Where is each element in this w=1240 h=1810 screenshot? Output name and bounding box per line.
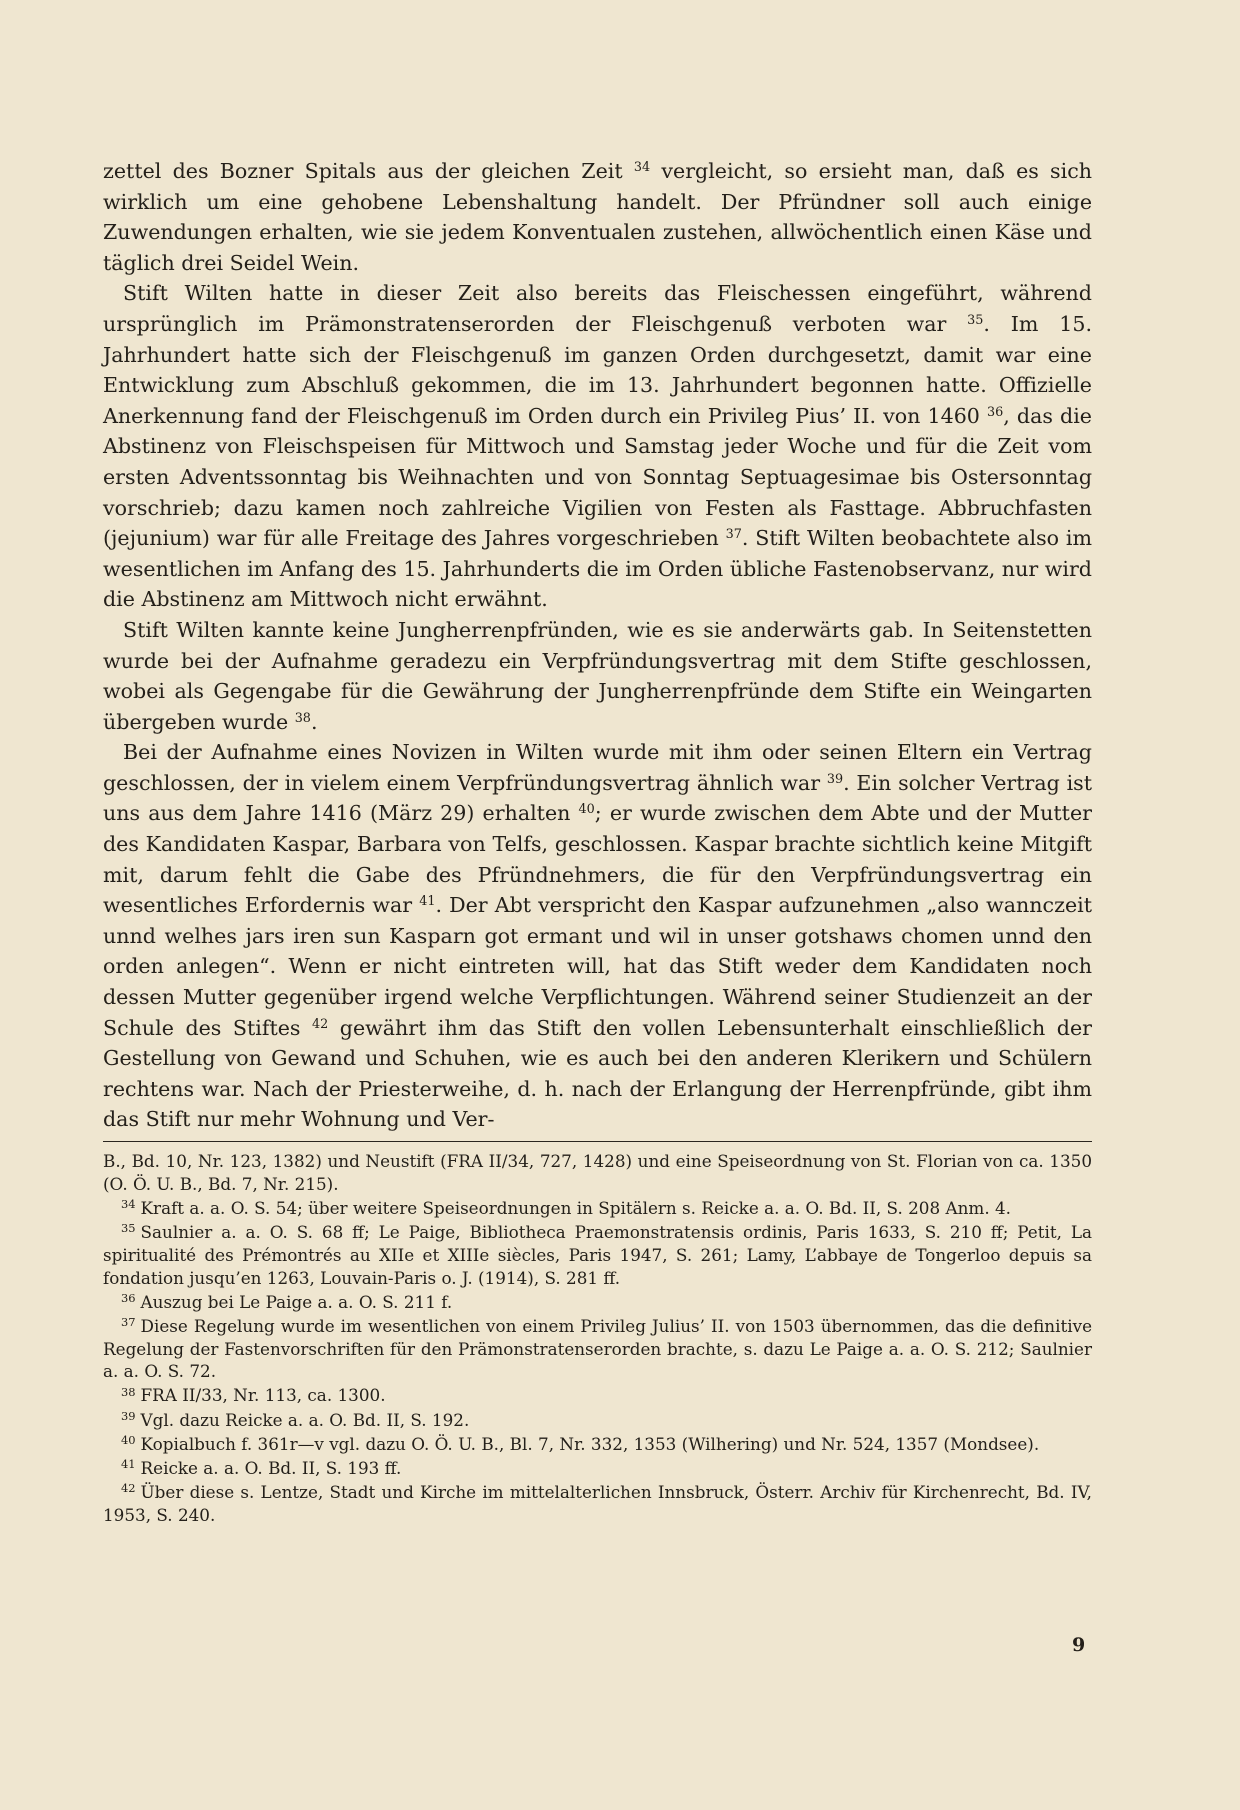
footnote-reference: 38	[294, 710, 311, 726]
paragraph-text: , das die Abstinenz von Fleischspeisen für Mittwoch und Samstag jeder Woche und für die Zeit vom ersten Adventssonntag bis Weihnachten und von Sonntag Septuagesimae bis Ostersonntag vorschrieb; dazu kamen noch zahlreiche Vigilien von Festen als Fasttage. Abbruchfasten (jejunium) war für alle Freitage des Jahres vorgeschrieben	[103, 403, 1092, 551]
paragraph-text: . Ein solcher Vertrag ist uns aus dem Jahre 1416 (März 29) erhalten	[103, 770, 1092, 826]
footnote-number: 36	[121, 1290, 136, 1305]
footnote	[103, 1433, 1092, 1456]
paragraph-text: . Der Abt verspricht den Kaspar aufzunehmen „also wannczeit unnd welhes jars iren sun Kasparn got ermant und wil in unser gotshaws chomen unnd den orden anlegen“. Wenn er nicht eintreten will, hat das Stift weder dem Kandidaten noch dessen Mutter gegenüber irgend welche Verpflichtungen. Während seiner Studienzeit an der Schule des Stiftes	[103, 893, 1092, 1040]
footnote	[103, 1197, 1092, 1220]
paragraph	[103, 615, 1092, 737]
paragraph	[103, 278, 1092, 615]
footnote-text: Auszug bei Le Paige a. a. O. S. 211 f.	[140, 1291, 453, 1312]
footnote-number: 41	[121, 1457, 136, 1472]
footnote-text: Saulnier a. a. O. S. 68 ff; Le Paige, Bibliotheca Praemonstratensis ordinis, Paris 1633, S. 210 ff; Petit, La spiritualité des Prémontrés au XIIe et XIIIe siècles, Paris 1947, S. 261; Lamy, L’abbaye de Tongerloo depuis sa fondation jusqu’en 1263, Louvain-Paris o. J. (1914), S. 281 ff.	[103, 1221, 1092, 1288]
main-text	[103, 156, 1092, 1135]
footnote-reference: 34	[633, 159, 651, 175]
footnote	[103, 1384, 1092, 1407]
footnote-text: Kopialbuch f. 361r—v vgl. dazu O. Ö. U. B., Bl. 7, Nr. 332, 1353 (Wilhering) und Nr. 524, 1357 (Mondsee).	[140, 1433, 1040, 1454]
footnote	[103, 1221, 1092, 1289]
paragraph-text: Stift Wilten hatte in dieser Zeit also bereits das Fleischessen eingeführt, während ursprünglich im Prämonstratenserorden der Fleischgenuß verboten war	[103, 281, 1092, 336]
footnote-text: B., Bd. 10, Nr. 123, 1382) und Neustift (FRA II/34, 727, 1428) und eine Speiseordnung von St. Florian von ca. 1350 (O. Ö. U. B., Bd. 7, Nr. 215).	[103, 1151, 1092, 1194]
paragraph-text: zettel des Bozner Spitals aus der gleichen Zeit	[103, 159, 634, 183]
footnote	[103, 1291, 1092, 1314]
footnote-number: 39	[121, 1408, 136, 1423]
paragraph-text: Stift Wilten kannte keine Jungherrenpfründen, wie es sie anderwärts gab. In Seitenstetten wurde bei der Aufnahme geradezu ein Verpfründungsvertrag mit dem Stifte geschlossen, wobei als Gegengabe für die Gewährung der Jungherrenpfründe dem Stifte ein Weingarten übergeben wurde	[103, 617, 1092, 734]
footnote	[103, 1457, 1092, 1480]
paragraph	[103, 156, 1092, 278]
paragraph-text: . Im 15. Jahrhundert hatte sich der Fleischgenuß im ganzen Orden durchgesetzt, damit war eine Entwicklung zum Abschluß gekommen, die im 13. Jahrhundert begonnen hatte. Offizielle Anerkennung fand der Fleischgenuß im Orden durch ein Privileg Pius’ II. von 1460	[103, 311, 1092, 428]
footnote	[103, 1409, 1092, 1432]
footnote-reference: 41	[419, 894, 436, 910]
footnote-reference: 39	[826, 771, 844, 787]
footnote-number: 34	[121, 1197, 136, 1212]
footnote-reference: 35	[967, 312, 984, 328]
paragraph-text: Bei der Aufnahme eines Novizen in Wilten wurde mit ihm oder seinen Eltern ein Vertrag geschlossen, der in vielem einem Verpfründungsvertrag ähnlich war	[103, 740, 1092, 795]
footnote-text: Reicke a. a. O. Bd. II, S. 193 ff.	[140, 1457, 402, 1478]
footnote	[103, 1481, 1092, 1527]
paragraph-text: . Stift Wilten beobachtete also im wesentlichen im Anfang des 15. Jahrhunderts die im Orden übliche Fastenobservanz, nur wird die Abstinenz am Mittwoch nicht erwähnt.	[103, 526, 1093, 612]
page-number: 9	[1072, 1634, 1086, 1656]
footnote-number: 42	[121, 1481, 136, 1496]
footnote-number: 37	[121, 1315, 136, 1330]
footnote-text: Diese Regelung wurde im wesentlichen von einem Privileg Julius’ II. von 1503 übernommen, das die definitive Regelung der Fastenvorschriften für den Prämonstratenserorden brachte, s. dazu Le Paige a. a. O. S. 212; Saulnier a. a. O. S. 72.	[103, 1315, 1092, 1382]
footnote-number: 38	[121, 1384, 136, 1399]
footnote	[103, 1315, 1092, 1383]
footnote-reference: 36	[987, 404, 1004, 420]
paragraph-text: .	[310, 709, 318, 734]
footnote-text: Über diese s. Lentze, Stadt und Kirche im mittelalterlichen Innsbruck, Österr. Archiv für Kirchenrecht, Bd. IV, 1953, S. 240.	[103, 1481, 1092, 1525]
paragraph-text: ; er wurde zwischen dem Abte und der Mutter des Kandidaten Kaspar, Barbara von Telfs, geschlossen. Kaspar brachte sichtlich keine Mitgift mit, darum fehlt die Gabe des Pfründnehmers, die für den Verpfründungsvertrag ein wesentliches Erfordernis war	[103, 801, 1092, 918]
footnote-text: FRA II/33, Nr. 113, ca. 1300.	[140, 1385, 386, 1406]
footnote-reference: 37	[725, 527, 742, 543]
footnote-text: Kraft a. a. O. S. 54; über weitere Speiseordnungen in Spitälern s. Reicke a. a. O. Bd. II, S. 208 Anm. 4.	[140, 1197, 1011, 1218]
paragraph-text: gewährt ihm das Stift den vollen Lebensunterhalt einschließlich der Gestellung von Gewand und Schuhen, wie es auch bei den anderen Klerikern und Schülern rechtens war. Nach der Priesterweihe, d. h. nach der Erlangung der Herrenpfründe, gibt ihm das Stift nur mehr Wohnung und Ver-	[103, 1015, 1092, 1132]
footnote-text: Vgl. dazu Reicke a. a. O. Bd. II, S. 192.	[140, 1409, 470, 1430]
footnote-number: 35	[121, 1221, 136, 1236]
footnote-reference: 40	[578, 802, 595, 818]
footnote-rule	[103, 1141, 1092, 1142]
paragraph	[103, 737, 1092, 1135]
footnote-reference: 42	[312, 1016, 329, 1032]
footnote-number: 40	[121, 1432, 136, 1447]
paragraph-text: vergleicht, so ersieht man, daß es sich wirklich um eine gehobene Lebenshaltung handelt. Der Pfründner soll auch einige Zuwendungen erhalten, wie sie jedem Konventualen zustehen, allwöchentlich einen Käse und täglich drei Seidel Wein.	[103, 159, 1093, 275]
footnotes	[103, 1150, 1092, 1528]
footnote	[103, 1150, 1092, 1196]
